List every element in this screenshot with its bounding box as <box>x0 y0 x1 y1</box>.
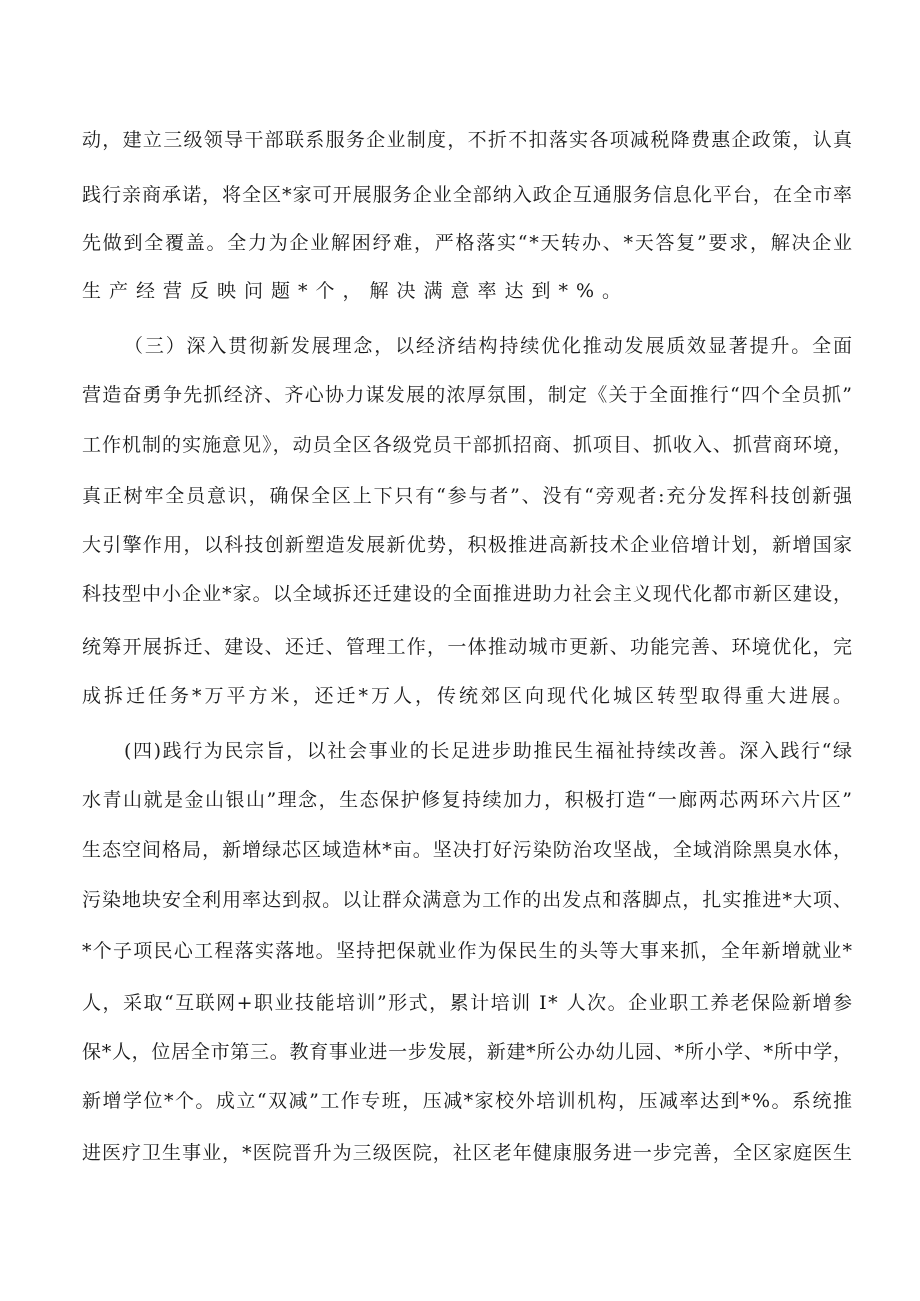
text-line: 统筹开展拆迁、建设、还迁、管理工作，一体推动城市更新、功能完善、环境优化，完 <box>82 636 854 658</box>
text-line: 保*人，位居全市第三。教育事业进一步发展，新建*所公办幼儿园、*所小学、*所中学， <box>82 1041 853 1063</box>
text-line: （三）深入贯彻新发展理念，以经济结构持续优化推动发展质效显著提升。全面 <box>124 335 854 357</box>
text-line: 动，建立三级领导干部联系服务企业制度，不折不扣落实各项减税降费惠企政策，认真 <box>82 129 854 151</box>
text-line: (四)践行为民宗旨，以社会事业的长足进步助推民生福祉持续改善。深入践行“绿 <box>124 740 854 762</box>
text-line: 大引擎作用，以科技创新塑造发展新优势，积极推进高新技术企业倍增计划，新增国家 <box>82 534 854 556</box>
text-line: *个子项民心工程落实落地。坚持把保就业作为保民生的头等大事来抓，全年新增就业* <box>82 940 854 962</box>
text-line: 践行亲商承诺，将全区*家可开展服务企业全部纳入政企互通服务信息化平台，在全市率 <box>82 184 853 206</box>
text-line: 人，采取“互联网+职业技能培训”形式，累计培训 I* 人次。企业职工养老保险新增参 <box>82 992 854 1014</box>
text-line: 成拆迁任务*万平方米，还迁*万人，传统郊区向现代化城区转型取得重大进展。 <box>82 685 855 707</box>
text-line: 生产经营反映问题*个，解决满意率达到*%。 <box>82 280 630 302</box>
text-line: 工作机制的实施意见》，动员全区各级党员干部抓招商、抓项目、抓收入、抓营商环境， <box>82 434 853 456</box>
text-line: 真正树牢全员意识，确保全区上下只有“参与者”、没有“旁观者:充分发挥科技创新强 <box>82 485 854 507</box>
text-line: 污染地块安全利用率达到叔。以让群众满意为工作的出发点和落脚点，扎实推进*大项、 <box>82 889 853 911</box>
text-line: 生态空间格局，新增绿芯区域造林*亩。坚决打好污染防治攻坚战，全域消除黑臭水体， <box>82 839 853 861</box>
text-line: 新增学位*个。成立“双减”工作专班，压减*家校外培训机构，压减率达到*%。系统推 <box>82 1090 854 1112</box>
text-line: 营造奋勇争先抓经济、齐心协力谋发展的浓厚氛围，制定《关于全面推行“四个全员抓” <box>82 384 854 406</box>
text-line: 水青山就是金山银山”理念，生态保护修复持续加力，积极打造“一廊两芯两环六片区” <box>82 789 854 811</box>
text-line: 先做到全覆盖。全力为企业解困纾难，严格落实“*天转办、*天答复”要求，解决企业 <box>82 232 854 254</box>
text-line: 进医疗卫生事业，*医院晋升为三级医院，社区老年健康服务进一步完善，全区家庭医生 <box>82 1142 853 1164</box>
text-line: 科技型中小企业*家。以全域拆还迁建设的全面推进助力社会主义现代化都市新区建设， <box>82 583 853 605</box>
